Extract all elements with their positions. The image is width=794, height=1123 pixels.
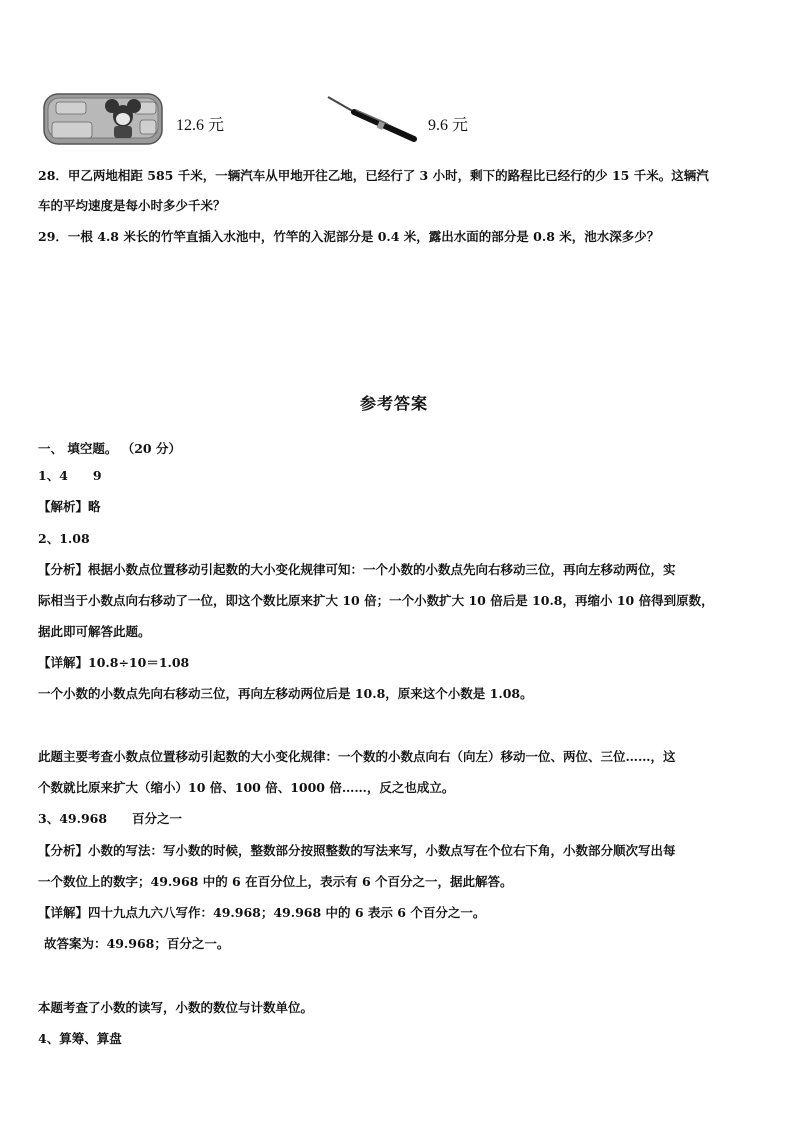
pencil-box-price: 12.6 元	[176, 117, 225, 134]
answer-3: 3、49.968 百分之一	[38, 811, 183, 826]
pencil-box-icon	[42, 90, 166, 148]
question-28-line2: 车的平均速度是每小时多少千米？	[38, 198, 226, 213]
pencil-box-illustration	[42, 90, 166, 148]
answer-4: 4、算筹、算盘	[38, 1031, 122, 1046]
answer-2-detail-line2: 一个小数的小数点先向右移动三位，再向左移动两位后是 10.8，原来这个小数是 1.08。	[38, 686, 533, 701]
answer-1-explanation: 【解析】略	[38, 499, 101, 514]
answer-2-detail: 【详解】10.8÷10＝1.08	[38, 655, 190, 670]
answer-3-analysis-line1: 【分析】小数的写法：写小数的时候，整数部分按照整数的写法来写，小数点写在个位右下角，小数部分顺次写出每	[38, 843, 676, 858]
answer-3-analysis-line2: 一个数位上的数字；49.968 中的 6 在百分位上，表示有 6 个百分之一，据此解答。	[38, 874, 513, 889]
section-heading: 一、 填空题。 （20 分）	[38, 441, 181, 456]
answer-2-summary-line2: 个数就比原来扩大（缩小）10 倍、100 倍、1000 倍……，反之也成立。	[38, 780, 455, 795]
answer-2-summary-line1: 此题主要考查小数点位置移动引起数的大小变化规律：一个数的小数点向右（向左）移动一位、两位、三位……，这	[38, 749, 676, 764]
pen-price: 9.6 元	[428, 117, 469, 134]
answer-1: 1、4 9	[38, 468, 102, 483]
answer-2-analysis-line3: 据此即可解答此题。	[38, 624, 151, 639]
answer-3-summary: 本题考查了小数的读写，小数的数位与计数单位。	[38, 1000, 314, 1015]
question-29: 29．一根 4.8 米长的竹竿直插入水池中，竹竿的入泥部分是 0.4 米，露出水面的部分是 0.8 米，池水深多少？	[38, 229, 660, 244]
answers-title: 参考答案	[360, 394, 429, 413]
pen-illustration	[326, 94, 420, 144]
answer-3-final: 故答案为：49.968；百分之一。	[44, 936, 230, 951]
answer-2-analysis-line2: 际相当于小数点向右移动了一位，即这个数比原来扩大 10 倍；一个小数扩大 10 倍后是 10.8，再缩小 10 倍得到原数，	[38, 593, 714, 608]
fountain-pen-icon	[326, 94, 420, 144]
answer-2: 2、1.08	[38, 531, 90, 546]
answer-3-detail: 【详解】四十九点九六八写作：49.968；49.968 中的 6 表示 6 个百分之一。	[38, 905, 486, 920]
answer-2-analysis-line1: 【分析】根据小数点位置移动引起数的大小变化规律可知：一个小数的小数点先向右移动三位，再向左移动两位，实	[38, 562, 676, 577]
question-28-line1: 28．甲乙两地相距 585 千米，一辆汽车从甲地开往乙地，已经行了 3 小时，剩下的路程比已经行的少 15 千米。这辆汽	[38, 168, 709, 183]
